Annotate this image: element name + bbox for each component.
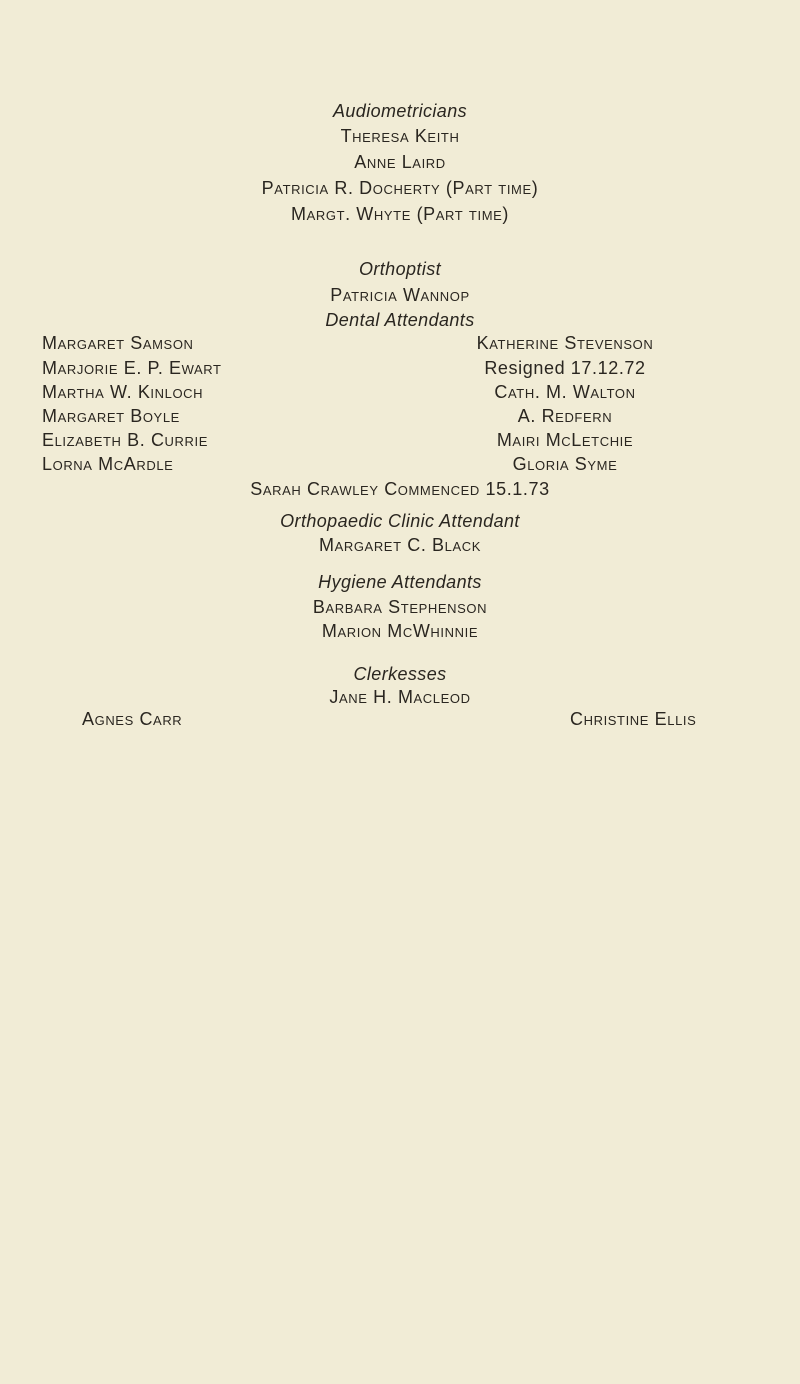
orthoptist-name: Patricia Wannop bbox=[330, 285, 470, 305]
dental-attendant-note: Resigned 17.12.72 bbox=[484, 358, 646, 378]
orthopaedic-attendant-name: Margaret C. Black bbox=[318, 535, 481, 555]
dental-attendant-right: A. Redfern bbox=[517, 406, 613, 426]
section-heading-orthopaedic: Orthopaedic Clinic Attendant bbox=[280, 511, 520, 531]
dental-attendant-left: Margaret Samson bbox=[42, 333, 194, 353]
hygiene-attendant-name: Barbara Stephenson bbox=[312, 597, 488, 617]
audiometrician-name: Margt. Whyte (Part time) bbox=[291, 204, 509, 224]
dental-attendant-left: Martha W. Kinloch bbox=[42, 382, 204, 402]
dental-attendant-left: Elizabeth B. Currie bbox=[42, 430, 208, 450]
clerkess-name-left: Agnes Carr bbox=[82, 709, 183, 729]
section-heading-clerkesses: Clerkesses bbox=[353, 664, 447, 684]
section-heading-orthoptist: Orthoptist bbox=[358, 259, 442, 279]
section-heading-audiometricians: Audiometricians bbox=[332, 101, 468, 121]
audiometrician-name: Theresa Keith bbox=[340, 126, 460, 146]
dental-attendant-footer: Sarah Crawley Commenced 15.1.73 bbox=[250, 479, 550, 499]
clerkess-name: Jane H. Macleod bbox=[329, 687, 471, 707]
section-heading-dental-attendants: Dental Attendants bbox=[325, 310, 475, 330]
dental-attendant-right: Gloria Syme bbox=[512, 454, 618, 474]
audiometrician-name: Anne Laird bbox=[354, 152, 446, 172]
dental-attendant-left: Marjorie E. P. Ewart bbox=[42, 358, 222, 378]
clerkess-name-right: Christine Ellis bbox=[570, 709, 697, 729]
hygiene-attendant-name: Marion McWhinnie bbox=[321, 621, 479, 641]
audiometrician-name: Patricia R. Docherty (Part time) bbox=[261, 178, 539, 198]
section-heading-hygiene: Hygiene Attendants bbox=[318, 572, 482, 592]
dental-attendant-right: Katherine Stevenson bbox=[476, 333, 654, 353]
dental-attendant-right: Mairi McLetchie bbox=[496, 430, 634, 450]
dental-attendant-left: Lorna McArdle bbox=[42, 454, 174, 474]
dental-attendant-left: Margaret Boyle bbox=[42, 406, 180, 426]
dental-attendant-right: Cath. M. Walton bbox=[494, 382, 636, 402]
